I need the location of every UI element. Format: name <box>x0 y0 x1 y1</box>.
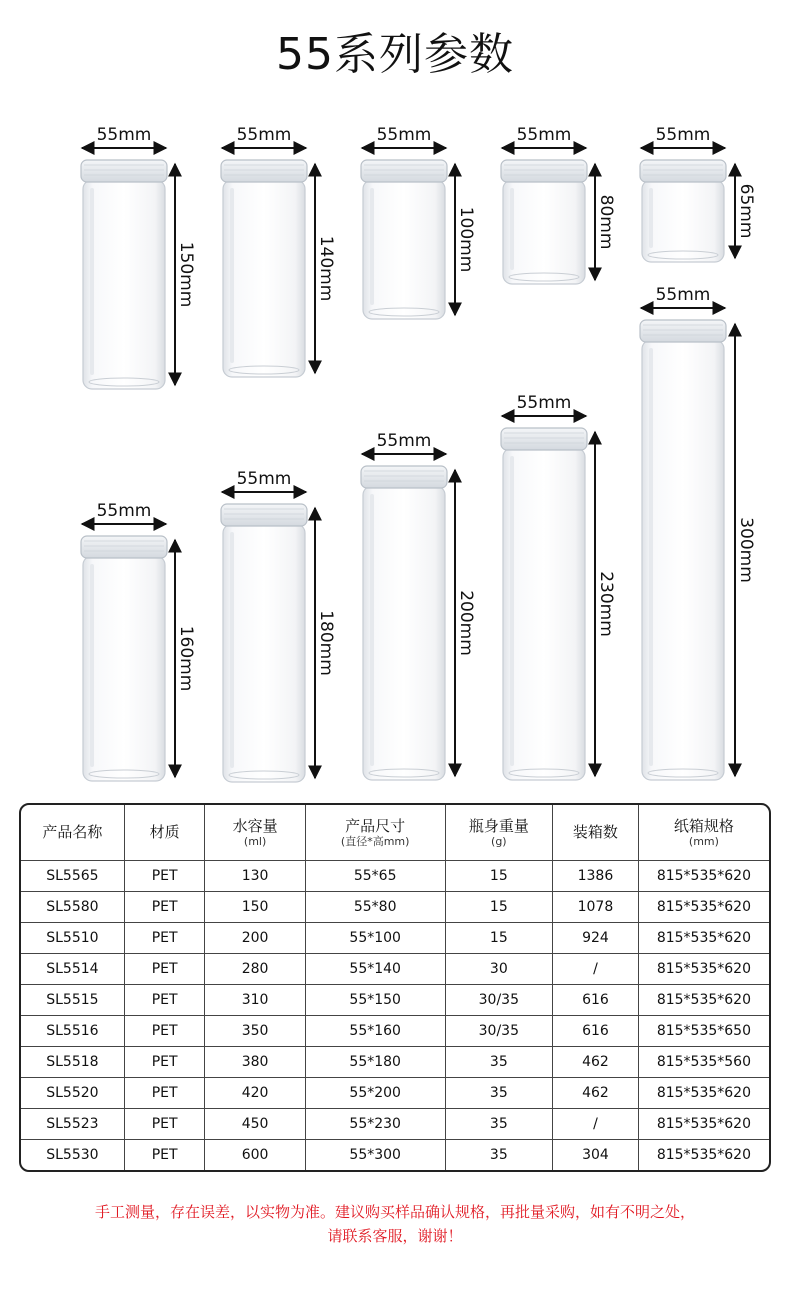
header-cell <box>306 805 446 861</box>
jar-highlight <box>90 188 94 375</box>
height-label: 140mm <box>316 235 336 302</box>
table-cell: SL5516 <box>21 1016 125 1047</box>
table-cell: SL5565 <box>21 861 125 892</box>
table-cell: 420 <box>205 1078 305 1109</box>
table-cell: PET <box>125 985 206 1016</box>
table-cell: PET <box>125 923 206 954</box>
header-unit: (g) <box>491 834 507 848</box>
jar-highlight <box>510 456 514 766</box>
jar-highlight <box>230 188 234 363</box>
width-label: 55mm <box>516 393 572 413</box>
header-unit: (mm) <box>688 834 719 848</box>
height-label: 180mm <box>316 610 336 676</box>
table-cell: 55*150 <box>306 985 446 1016</box>
jar-highlight <box>370 494 374 766</box>
table-cell: 150 <box>205 892 305 923</box>
jar-body <box>83 180 165 389</box>
height-label: 65mm <box>736 183 756 239</box>
header-cell <box>639 805 769 861</box>
table-cell: 55*100 <box>306 923 446 954</box>
table-cell: PET <box>125 1016 206 1047</box>
jar-highlight <box>90 564 94 767</box>
jar-lid <box>640 320 726 342</box>
table-cell: 815*535*560 <box>639 1047 769 1078</box>
table-cell: 35 <box>446 1047 553 1078</box>
jar-lid <box>81 160 167 182</box>
table-cell: SL5530 <box>21 1140 125 1170</box>
table-cell: 462 <box>553 1078 639 1109</box>
width-label: 55mm <box>376 125 432 145</box>
height-label: 160mm <box>176 625 196 692</box>
table-cell: 55*160 <box>306 1016 446 1047</box>
height-label: 100mm <box>456 206 476 273</box>
table-row <box>21 1016 769 1047</box>
table-cell: 815*535*620 <box>639 892 769 923</box>
table-cell: 310 <box>205 985 305 1016</box>
table-cell: 815*535*620 <box>639 1078 769 1109</box>
table-cell: 55*65 <box>306 861 446 892</box>
table-cell: 380 <box>205 1047 305 1078</box>
page-title: 55系列参数 <box>276 29 514 80</box>
table-cell: 815*535*620 <box>639 861 769 892</box>
table-cell: / <box>553 954 639 985</box>
table-row <box>21 861 769 892</box>
jar-highlight <box>649 348 653 766</box>
note-line-1: 手工测量，存在误差，以实物为准。建议购买样品确认规格，再批量采购，如有不明之处， <box>94 1203 695 1221</box>
jar-lid <box>221 504 307 526</box>
width-label: 55mm <box>236 469 292 489</box>
header-label: 产品尺寸 <box>345 816 406 835</box>
jar-5 <box>640 125 756 262</box>
table-cell: 15 <box>446 861 553 892</box>
header-cell <box>553 805 639 861</box>
jar-body <box>642 340 724 780</box>
table-header-row <box>21 805 769 861</box>
table-cell: 15 <box>446 923 553 954</box>
width-label: 55mm <box>376 431 432 451</box>
header-label: 瓶身重量 <box>468 816 529 835</box>
width-label: 55mm <box>655 125 711 145</box>
jar-body <box>363 486 445 780</box>
height-label: 150mm <box>176 241 196 308</box>
table-cell: 1386 <box>553 861 639 892</box>
header-cell <box>446 805 553 861</box>
table-cell: 15 <box>446 892 553 923</box>
header-label: 材质 <box>149 823 180 841</box>
jar-highlight <box>510 188 514 270</box>
table-cell: PET <box>125 1078 206 1109</box>
jar-highlight <box>649 188 653 248</box>
table-cell: PET <box>125 1109 206 1140</box>
table-cell: 35 <box>446 1078 553 1109</box>
table-cell: PET <box>125 892 206 923</box>
table-cell: SL5515 <box>21 985 125 1016</box>
width-label: 55mm <box>236 125 292 145</box>
table-cell: 600 <box>205 1140 305 1170</box>
spec-table <box>19 803 771 1172</box>
table-row <box>21 1078 769 1109</box>
jar-3 <box>361 125 476 319</box>
table-row <box>21 923 769 954</box>
jar-9 <box>501 393 616 780</box>
header-unit: (ml) <box>243 834 267 848</box>
jar-body <box>642 180 724 262</box>
header-label: 纸箱规格 <box>673 816 734 835</box>
width-label: 55mm <box>96 125 152 145</box>
table-row <box>21 1109 769 1140</box>
jar-body <box>83 556 165 781</box>
table-cell: 35 <box>446 1109 553 1140</box>
disclaimer-note <box>0 1200 790 1248</box>
jar-body <box>503 448 585 780</box>
jar-lid <box>640 160 726 182</box>
table-cell: PET <box>125 1047 206 1078</box>
height-label: 200mm <box>456 590 476 656</box>
header-label: 产品名称 <box>42 823 103 841</box>
header-unit: (直径*高mm) <box>340 834 410 848</box>
jar-body <box>223 180 305 377</box>
jar-lid <box>361 160 447 182</box>
height-label: 80mm <box>596 194 616 250</box>
table-cell: 30 <box>446 954 553 985</box>
table-cell: 450 <box>205 1109 305 1140</box>
table-cell: 815*535*620 <box>639 923 769 954</box>
table-cell: 200 <box>205 923 305 954</box>
table-row <box>21 892 769 923</box>
height-label: 230mm <box>596 571 616 637</box>
table-cell: 55*200 <box>306 1078 446 1109</box>
header-cell <box>21 805 125 861</box>
table-cell: PET <box>125 954 206 985</box>
width-label: 55mm <box>516 125 572 145</box>
table-row <box>21 985 769 1016</box>
width-label: 55mm <box>96 501 152 521</box>
jar-4 <box>501 125 616 284</box>
width-label: 55mm <box>655 285 711 305</box>
note-line-2: 请联系客服，谢谢！ <box>327 1227 463 1245</box>
jar-7 <box>221 469 336 782</box>
table-cell: 815*535*620 <box>656 1147 751 1163</box>
jar-lid <box>501 428 587 450</box>
table-cell: 30/35 <box>446 985 553 1016</box>
table-row <box>21 1047 769 1078</box>
jar-lid <box>361 466 447 488</box>
table-row <box>21 1140 769 1170</box>
table-cell: SL5523 <box>21 1109 125 1140</box>
jar-8 <box>361 431 476 780</box>
table-cell: PET <box>125 861 206 892</box>
jar-highlight <box>370 188 374 305</box>
table-cell: SL5510 <box>21 923 125 954</box>
jar-body <box>223 524 305 782</box>
jar-body <box>503 180 585 284</box>
jar-lid <box>501 160 587 182</box>
table-cell: 30/35 <box>446 1016 553 1047</box>
jar-10 <box>640 285 756 780</box>
table-cell: 815*535*620 <box>639 954 769 985</box>
header-label: 装箱数 <box>572 823 618 841</box>
table-cell: 55*80 <box>306 892 446 923</box>
table-cell: 1078 <box>553 892 639 923</box>
table-cell: 55*180 <box>306 1047 446 1078</box>
jar-body <box>363 180 445 319</box>
table-cell: 815*535*620 <box>639 1109 769 1140</box>
jar-lid <box>81 536 167 558</box>
table-cell: / <box>553 1109 639 1140</box>
table-cell: SL5514 <box>21 954 125 985</box>
table-cell: 616 <box>553 985 639 1016</box>
jar-highlight <box>230 532 234 768</box>
table-cell: PET <box>125 1140 206 1170</box>
table-cell: SL5580 <box>21 892 125 923</box>
table-cell: 55*230 <box>306 1109 446 1140</box>
header-cell <box>125 805 206 861</box>
jar-2 <box>221 125 336 377</box>
table-cell: 130 <box>205 861 305 892</box>
jar-6 <box>81 501 196 781</box>
table-cell: 924 <box>553 923 639 954</box>
height-label: 300mm <box>736 517 756 583</box>
table-cell: 350 <box>205 1016 305 1047</box>
header-label: 水容量 <box>232 816 278 835</box>
table-cell: 55*300 <box>306 1140 446 1170</box>
table-cell: 616 <box>553 1016 639 1047</box>
header-cell <box>205 805 305 861</box>
table-cell: 815*535*650 <box>639 1016 769 1047</box>
table-row <box>21 954 769 985</box>
jar-1 <box>81 125 196 389</box>
table-cell: 35 <box>446 1140 553 1170</box>
table-cell: 280 <box>205 954 305 985</box>
table-cell: SL5520 <box>21 1078 125 1109</box>
jar-lid <box>221 160 307 182</box>
table-cell: 304 <box>553 1140 639 1170</box>
table-cell: 55*140 <box>306 954 446 985</box>
table-cell: SL5518 <box>21 1047 125 1078</box>
table-cell: 462 <box>553 1047 639 1078</box>
table-cell: 815*535*620 <box>639 985 769 1016</box>
